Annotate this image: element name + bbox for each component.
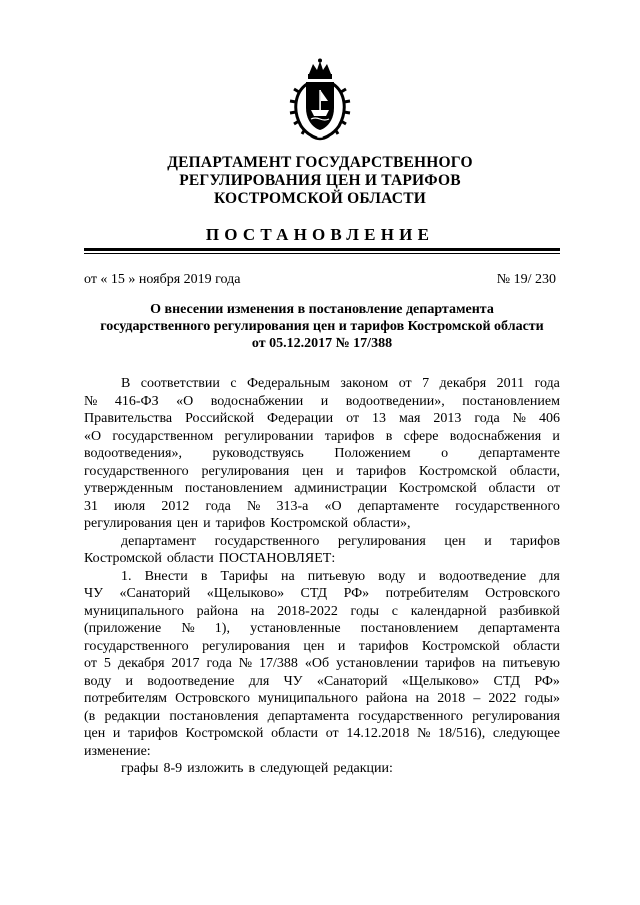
- body-line: от 5 декабря 2017 года № 17/388 «Об установлении тарифов на питьевую: [84, 656, 560, 671]
- organization-name-line: ДЕПАРТАМЕНТ ГОСУДАРСТВЕННОГО: [167, 154, 473, 171]
- body-line: цен и тарифов Костромской области от 14.12.2018 № 18/516), следующее: [84, 726, 560, 741]
- body-line: ЧУ «Санаторий «Щелыково» СТД РФ» потребителям Островского: [84, 586, 560, 601]
- body-line: № 416-ФЗ «О водоснабжении и водоотведении», постановлением: [84, 393, 560, 409]
- document-body: [84, 375, 560, 778]
- body-line: регулирования цен и тарифов Костромской области»,: [84, 516, 411, 531]
- body-line: муниципального района на 2018-2022 годы с календарной разбивкой: [84, 603, 560, 619]
- document-date: от « 15 » ноября 2019 года: [84, 272, 241, 287]
- body-line: государственного регулирования цен и тарифов Костромской области,: [84, 463, 560, 479]
- document-type-title: ПОСТАНОВЛЕНИЕ: [205, 225, 435, 244]
- body-line: «О государственном регулировании тарифов в сфере водоснабжения и: [84, 428, 560, 444]
- body-line: 31 июля 2012 года № 313-а «О департаменте государственного: [84, 498, 560, 514]
- body-line: (в редакции постановления департамента государственного регулирования: [84, 708, 560, 724]
- subject-line: О внесении изменения в постановление департамента: [150, 302, 494, 317]
- body-line: водоотведения», руководствуясь Положением о департаменте: [84, 446, 560, 461]
- header-divider-thin: [84, 253, 560, 254]
- subject-line: государственного регулирования цен и тарифов Костромской области: [100, 319, 544, 334]
- organization-name-line: КОСТРОМСКОЙ ОБЛАСТИ: [213, 190, 426, 207]
- body-line: государственного регулирования цен и тарифов Костромской области: [84, 638, 560, 654]
- organization-name: [0, 154, 640, 208]
- header-divider-thick: [84, 248, 560, 251]
- body-line: изменение:: [84, 743, 151, 759]
- organization-name-line: РЕГУЛИРОВАНИЯ ЦЕН И ТАРИФОВ: [179, 172, 461, 189]
- body-line: (приложение № 1), установленные постановлением департамента: [84, 621, 560, 636]
- body-line: воду и водоотведение для ЧУ «Санаторий «Щелыково» СТД РФ»: [84, 673, 560, 689]
- subject-line: от 05.12.2017 № 17/388: [251, 336, 393, 351]
- body-line: 1. Внести в Тарифы на питьевую воду и водоотведение для: [121, 568, 560, 584]
- body-line: В соответствии с Федеральным законом от 7 декабря 2011 года: [121, 376, 560, 391]
- body-line: Правительства Российской Федерации от 13 мая 2013 года № 406: [84, 411, 560, 426]
- body-line: утвержденным постановлением администрации Костромской области от: [84, 481, 560, 496]
- body-line: графы 8-9 изложить в следующей редакции:: [121, 761, 393, 776]
- body-line: Костромской области ПОСТАНОВЛЯЕТ:: [84, 551, 336, 566]
- document-subject: [84, 301, 560, 352]
- document-number: № 19/ 230: [496, 272, 556, 287]
- body-line: департамент государственного регулирования цен и тарифов: [121, 533, 560, 549]
- coat-of-arms-icon: [287, 58, 353, 142]
- body-line: потребителям Островского муниципального района на 2018 – 2022 годы»: [84, 691, 560, 706]
